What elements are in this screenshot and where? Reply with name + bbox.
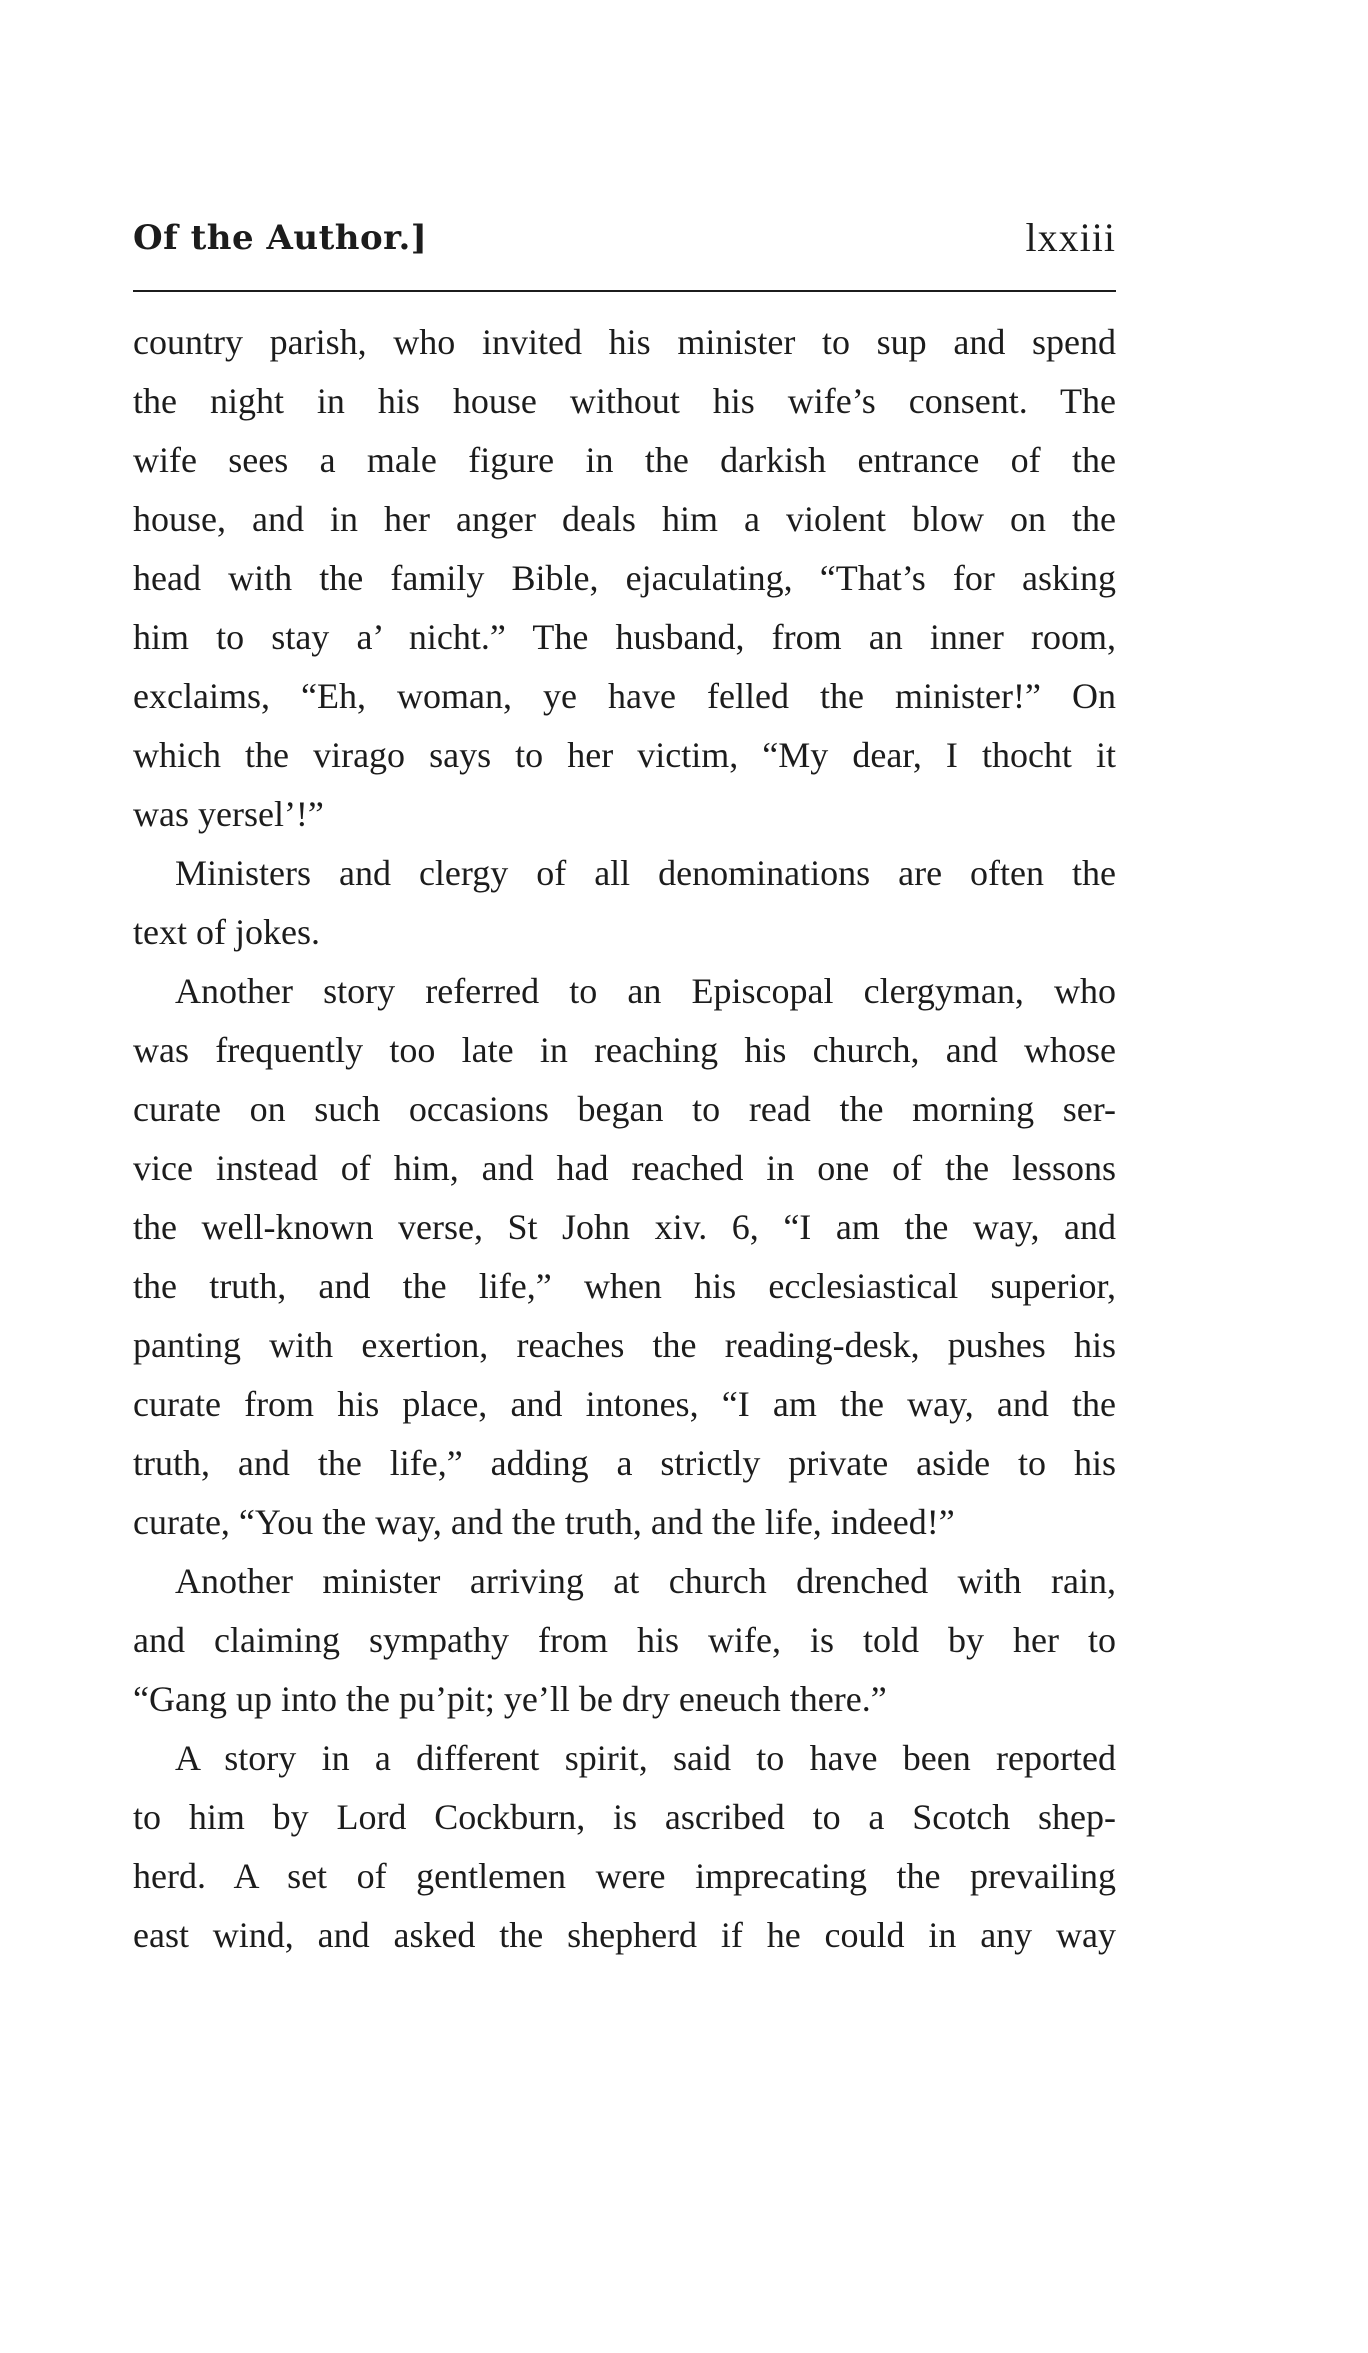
text-line: herd. A set of gentlemen were imprecating the prevailing <box>133 1856 1116 1896</box>
text-line: Ministers and clergy of all denominations are often the <box>175 853 1116 893</box>
text-line: was yersel’!” <box>133 794 324 834</box>
text-line: A story in a different spirit, said to have been reported <box>175 1738 1116 1778</box>
paragraph <box>133 962 1116 1552</box>
text-line: country parish, who invited his minister to sup and spend <box>133 322 1116 362</box>
body-text <box>133 313 1116 1965</box>
text-line: was frequently too late in reaching his church, and whose <box>133 1030 1116 1070</box>
text-line: the truth, and the life,” when his ecclesiastical superior, <box>133 1266 1116 1306</box>
text-line: wife sees a male figure in the darkish entrance of the <box>133 440 1116 480</box>
text-line: the well-known verse, St John xiv. 6, “I am the way, and <box>133 1207 1116 1247</box>
paragraph <box>133 1729 1116 1965</box>
page-number: lxxiii <box>1025 215 1116 260</box>
text-line: which the virago says to her victim, “My dear, I thocht it <box>133 735 1116 775</box>
text-line: curate, “You the way, and the truth, and the life, indeed!” <box>133 1502 955 1542</box>
text-line: the night in his house without his wife’s consent. The <box>133 381 1116 421</box>
text-line: text of jokes. <box>133 912 320 952</box>
text-line: house, and in her anger deals him a violent blow on the <box>133 499 1116 539</box>
text-line: panting with exertion, reaches the reading-desk, pushes his <box>133 1325 1116 1365</box>
text-line: curate from his place, and intones, “I am the way, and the <box>133 1384 1116 1424</box>
text-line: curate on such occasions began to read the morning ser- <box>133 1089 1116 1129</box>
text-line: “Gang up into the pu’pit; ye’ll be dry eneuch there.” <box>133 1679 887 1719</box>
paragraph <box>133 313 1116 844</box>
text-line: east wind, and asked the shepherd if he could in any way <box>133 1915 1116 1955</box>
text-line: exclaims, “Eh, woman, ye have felled the minister!” On <box>133 676 1116 716</box>
text-line: and claiming sympathy from his wife, is told by her to <box>133 1620 1116 1660</box>
paragraph <box>133 844 1116 962</box>
header-rule <box>133 290 1116 292</box>
text-line: head with the family Bible, ejaculating, “That’s for asking <box>133 558 1116 598</box>
text-line: to him by Lord Cockburn, is ascribed to a Scotch shep- <box>133 1797 1116 1837</box>
text-line: truth, and the life,” adding a strictly private aside to his <box>133 1443 1116 1483</box>
running-head <box>133 213 1116 283</box>
text-line: Another minister arriving at church drenched with rain, <box>175 1561 1116 1601</box>
paragraph <box>133 1552 1116 1729</box>
text-line: vice instead of him, and had reached in one of the lessons <box>133 1148 1116 1188</box>
text-line: him to stay a’ nicht.” The husband, from an inner room, <box>133 617 1116 657</box>
running-title: Of the Author.] <box>133 218 428 258</box>
text-line: Another story referred to an Episcopal clergyman, who <box>175 971 1116 1011</box>
